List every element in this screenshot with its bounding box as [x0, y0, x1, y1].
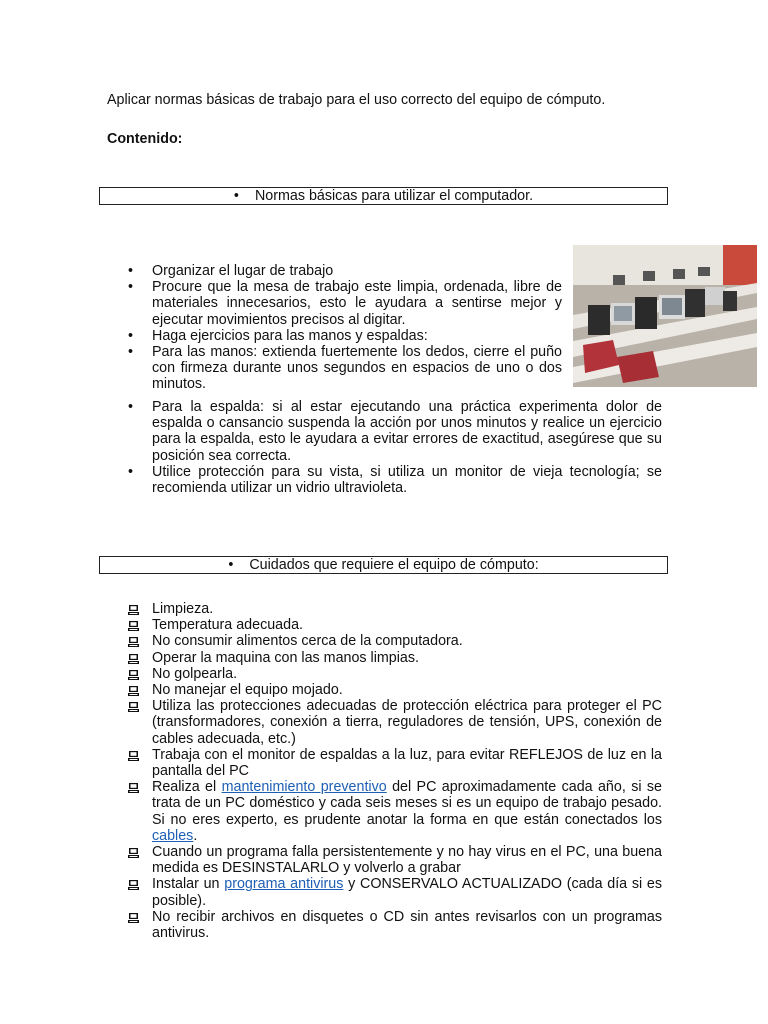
bullet-icon: •: [128, 344, 134, 361]
list-item: Cuando un programa falla persistentemente y no hay virus en el PC, una buena medida es DESINSTALARLO y volverlo a grabar: [126, 844, 662, 876]
espalda-list: [126, 399, 662, 496]
contenido-heading: Contenido:: [107, 131, 183, 147]
antivirus-link[interactable]: programa antivirus: [224, 876, 344, 893]
bullet-icon: •: [233, 188, 239, 204]
computer-icon: [128, 912, 139, 928]
list-item: • Organizar el lugar de trabajo: [128, 263, 334, 279]
bullet-icon: •: [128, 327, 134, 344]
bullet-icon: •: [128, 399, 134, 415]
list-item: • Utilice protección para su vista, si utiliza un monitor de vieja tecnología; se recomienda utilizar un vidrio ultravioleta.: [128, 463, 662, 497]
list-item: • Para la espalda: si al estar ejecutando una práctica experimenta dolor de espalda o cansancio suspenda la acción por unos minutos y realice un ejercicio para la espalda, esto le ayudara a evitar errores de exactitud, asegúrese que su posición sea correcta.: [128, 399, 662, 464]
list-item: No golpearla.: [126, 666, 662, 682]
mantenimiento-link[interactable]: mantenimiento preventivo: [221, 779, 387, 796]
intro-text: Aplicar normas básicas de trabajo para el uso correcto del equipo de cómputo.: [107, 92, 606, 108]
bullet-icon: •: [128, 263, 134, 279]
list-item: Temperatura adecuada.: [126, 617, 662, 633]
list-item: • Haga ejercicios para las manos y espaldas:: [128, 327, 428, 344]
list-item: Instalar un programa antivirus y CONSERVALO ACTUALIZADO (cada día si es posible).: [126, 876, 662, 908]
normas-list: [126, 263, 562, 393]
section-title-cuidados: Cuidados que requiere el equipo de cómputo:: [249, 557, 539, 573]
section-box-normas: [99, 187, 668, 205]
bullet-icon: •: [128, 279, 134, 296]
bullet-icon: •: [128, 463, 134, 480]
list-item: Realiza el mantenimiento preventivo del PC aproximadamente cada año, si se trata de un PC doméstico y cada seis meses si es un equipo de trabajo pesado. Si no eres experto, es prudente anotar la forma en que están conectados los cables.: [126, 779, 662, 844]
section-title-normas: Normas básicas para utilizar el computador.: [254, 188, 534, 204]
list-item: No manejar el equipo mojado.: [126, 682, 662, 698]
computer-icon: [128, 847, 139, 863]
list-item: Operar la maquina con las manos limpias.: [126, 650, 662, 666]
list-item: No consumir alimentos cerca de la computadora.: [126, 633, 662, 649]
list-item: • Para las manos: extienda fuertemente los dedos, cierre el puño con firmeza durante unos segundos en espacios de uno o dos minutos.: [128, 344, 562, 393]
computer-icon: [128, 782, 139, 798]
list-item: • Procure que la mesa de trabajo este limpia, ordenada, libre de materiales innecesarios, esto le ayudara a sentirse mejor y ejecutar movimientos precisos al digitar.: [128, 279, 562, 328]
computer-icon: [128, 879, 139, 895]
computer-icon: [128, 701, 139, 717]
list-item: No recibir archivos en disquetes o CD sin antes revisarlos con un programas antivirus.: [126, 909, 662, 941]
list-item: Trabaja con el monitor de espaldas a la luz, para evitar REFLEJOS de luz en la pantalla del PC: [126, 747, 662, 779]
list-item: Limpieza.: [126, 601, 662, 617]
section-box-cuidados: [99, 556, 668, 574]
computer-icon: [128, 750, 139, 766]
cuidados-list: [126, 601, 662, 941]
cables-link[interactable]: cables: [152, 827, 194, 844]
list-item: Utiliza las protecciones adecuadas de protección eléctrica para proteger el PC (transformadores, conexión a tierra, reguladores de tensión, UPS, conexión de cables adecuada, etc.): [126, 698, 662, 747]
bullet-icon: •: [228, 557, 234, 573]
computer-lab-photo: [573, 245, 757, 387]
